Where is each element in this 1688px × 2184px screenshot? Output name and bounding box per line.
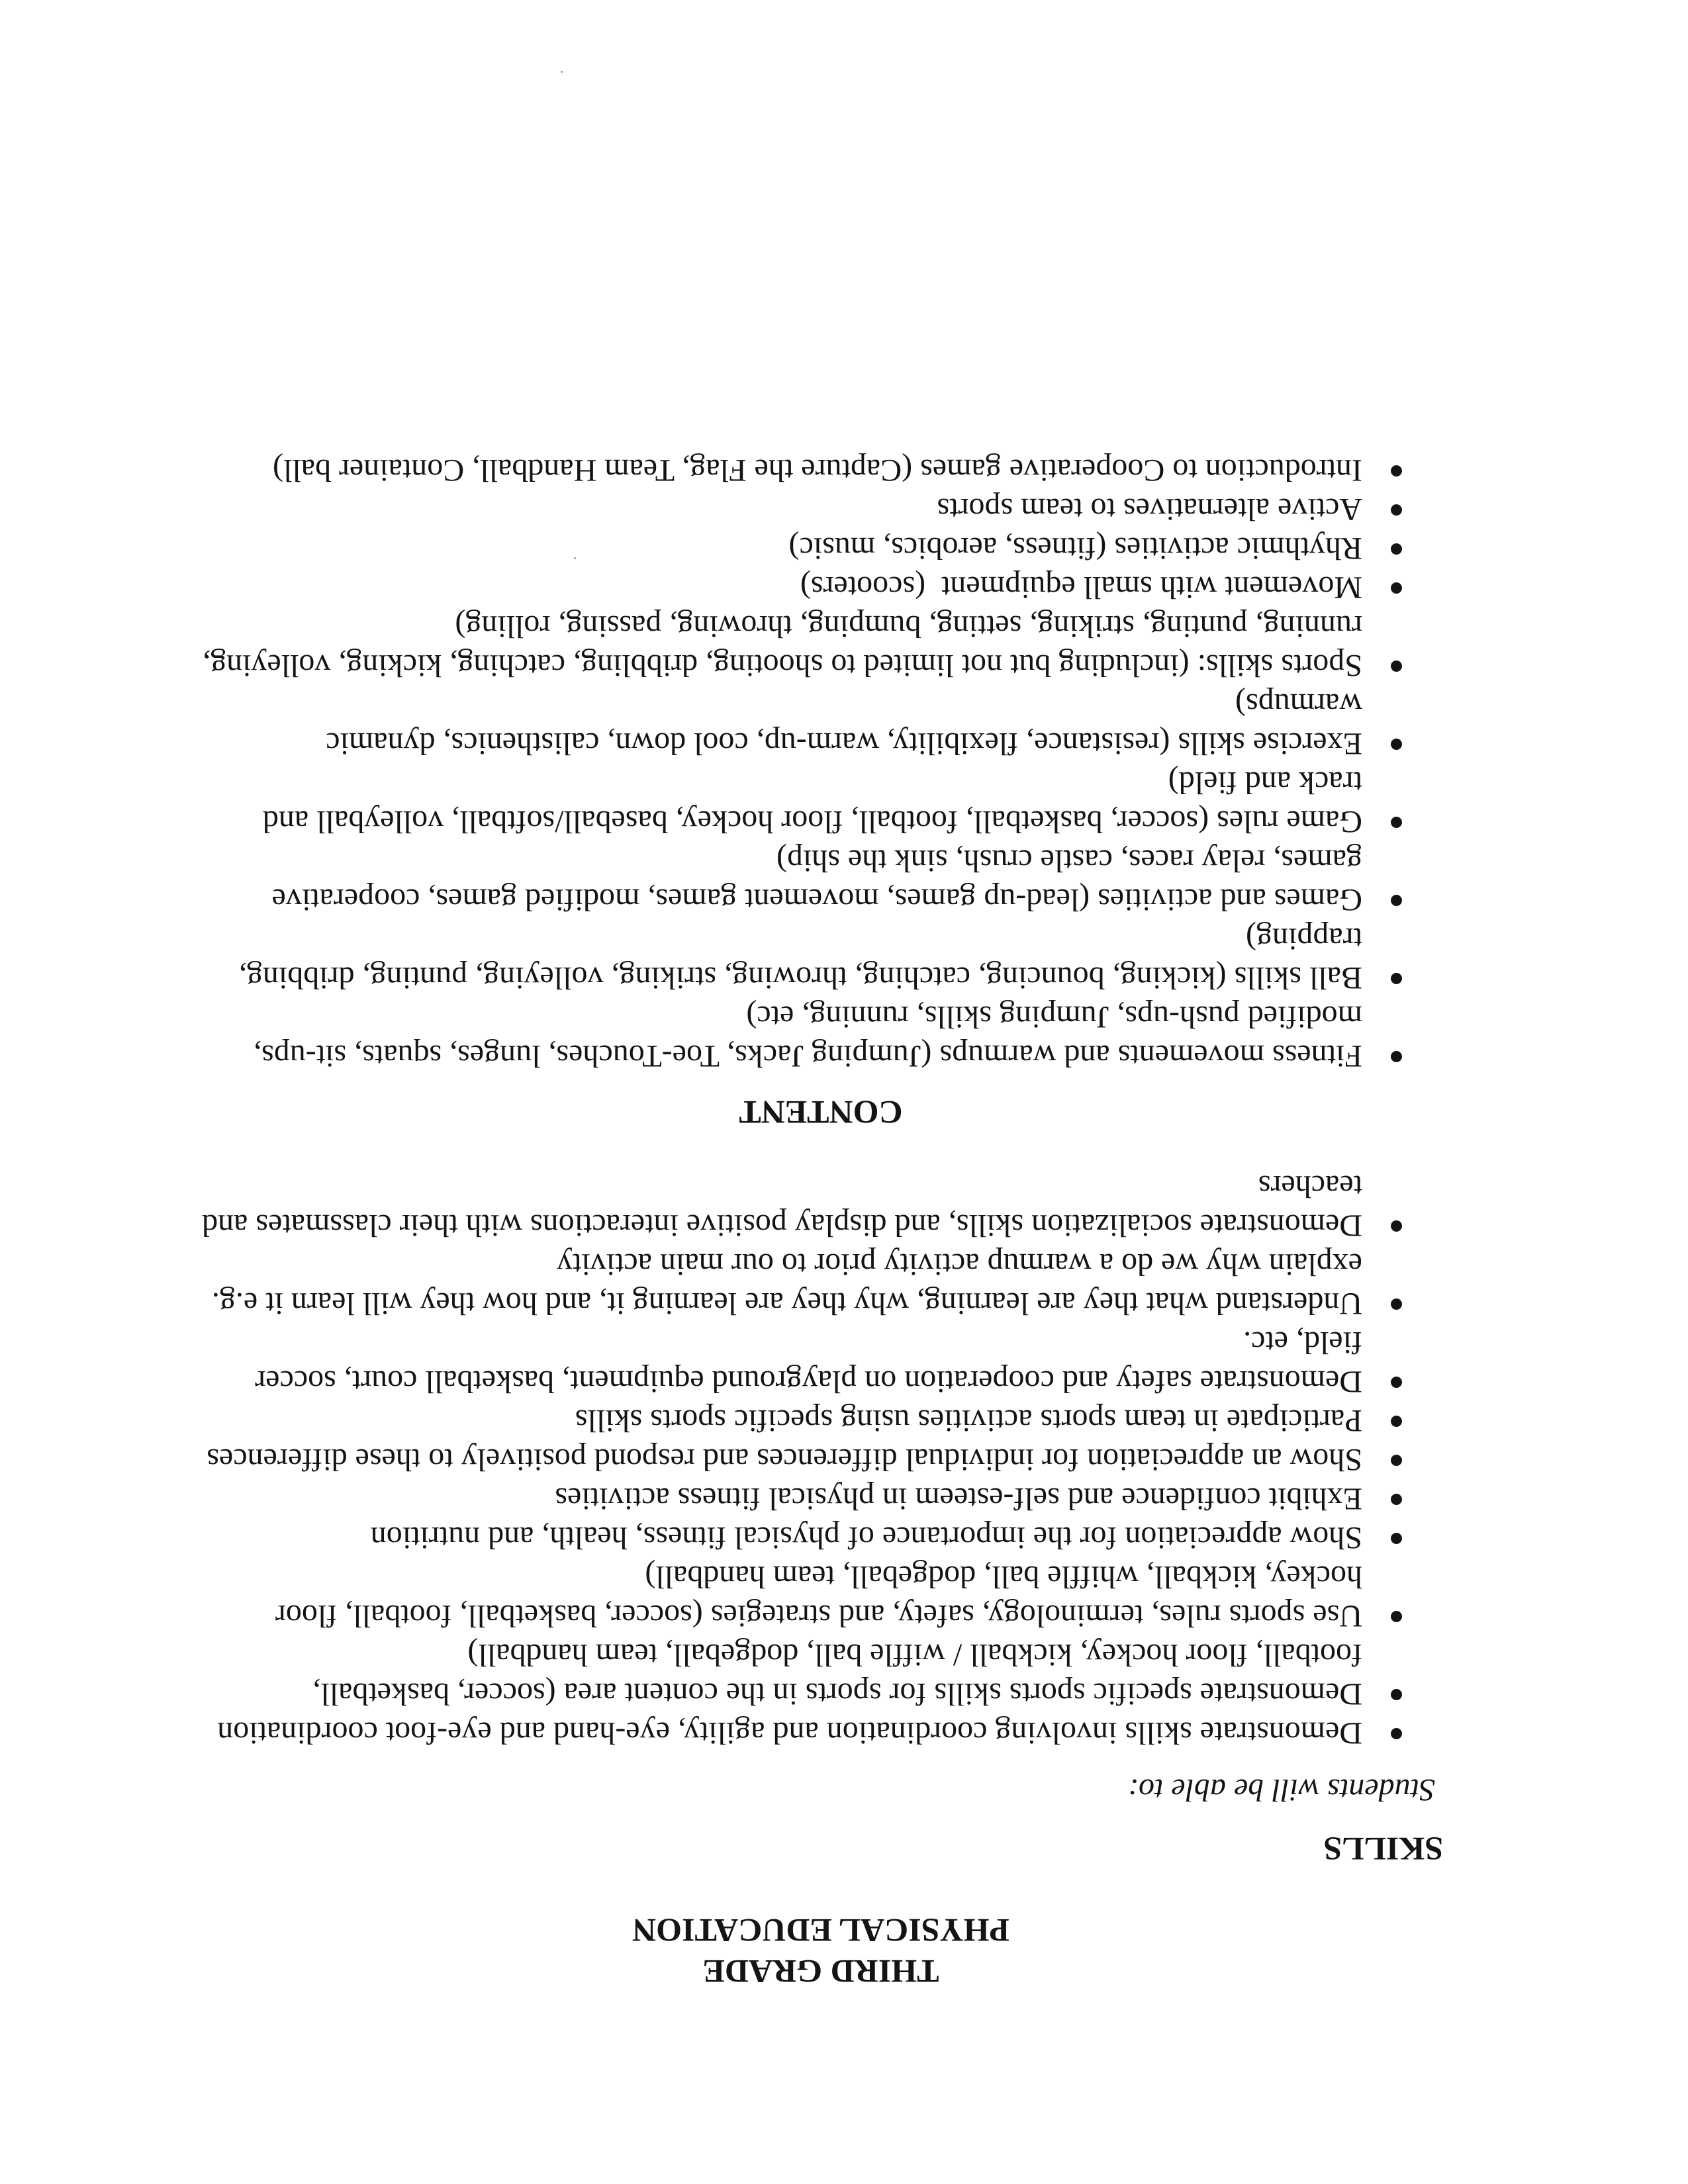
document-title	[199, 1910, 1443, 1992]
list-item-text: Demonstrate specific sports skills for sports in the content area (soccer, basketball, football, floor hockey, kickball / wiffle ball, dodgeball, team handball)	[312, 1637, 1362, 1711]
bullet-icon	[1391, 817, 1402, 828]
list-item	[199, 1323, 1443, 1401]
list-item	[199, 1518, 1443, 1557]
list-item	[199, 1401, 1443, 1440]
list-item-text: Game rules (soccer, basketball, football, floor hockey, baseball/softball, volleyball and track and field)	[262, 765, 1362, 839]
bullet-icon	[1391, 660, 1402, 672]
list-item	[199, 490, 1443, 529]
scan-speck	[574, 557, 576, 559]
bullet-icon	[1391, 465, 1402, 477]
title-line-1: THIRD GRADE	[702, 1953, 939, 1990]
bullet-icon	[1391, 1611, 1402, 1622]
bullet-icon	[1391, 1689, 1402, 1700]
list-item-text: Sports skills: (including but not limited to shooting, dribbling, catching, kicking, volleying, running, punting, striking, setting, bumping, throwing, passing, rolling)	[203, 609, 1362, 683]
list-item	[199, 1167, 1443, 1245]
bullet-icon	[1391, 1416, 1402, 1427]
list-item	[199, 1557, 1443, 1635]
bullet-icon	[1391, 1298, 1402, 1310]
bullet-icon	[1391, 1533, 1402, 1544]
list-item-text: Ball skills (kicking, bouncing, catching, throwing, striking, volleying, punting, dribbing, trapping)	[238, 921, 1362, 995]
bullet-icon	[1391, 1728, 1402, 1739]
list-item	[199, 1245, 1443, 1323]
skills-intro: Students will be able to:	[1128, 1772, 1435, 1807]
list-item	[199, 1440, 1443, 1479]
scan-speck	[561, 71, 563, 73]
bullet-icon	[1391, 739, 1402, 750]
list-item-text: Understand what they are learning, why they are learning it, and how they will learn it e.g. explain why we do a warmup activity prior to our main activity	[211, 1247, 1362, 1321]
document-body	[199, 451, 1443, 1992]
bullet-icon	[1391, 543, 1402, 555]
bullet-icon	[1391, 895, 1402, 906]
bullet-icon	[1391, 1455, 1402, 1466]
content-list	[199, 451, 1443, 1075]
bullet-icon	[1391, 1220, 1402, 1232]
list-item-text: Demonstrate safety and cooperation on playground equipment, basketball court, soccer field, etc.	[255, 1325, 1362, 1399]
skills-list	[199, 1167, 1443, 1752]
bullet-icon	[1391, 1051, 1402, 1062]
list-item-text: Rhythmic activities (fitness, aerobics, music)	[788, 531, 1362, 566]
bullet-icon	[1391, 1377, 1402, 1388]
list-item-text: Active alternatives to team sports	[937, 492, 1362, 527]
list-item-text: Games and activities (lead-up games, movement games, modified games, cooperative games, relay races, castle crush, sink the ship)	[271, 843, 1362, 917]
list-item-text: Demonstrate skills involving coordination and agility, eye-hand and eye-foot coordination	[217, 1715, 1362, 1751]
list-item-text: Exercise skills (resistance, flexibility, warm-up, cool down, calisthenics, dynamic warmups)	[326, 687, 1362, 761]
list-item	[199, 1713, 1443, 1752]
list-item	[199, 763, 1443, 841]
list-item-text: Show appreciation for the importance of physical fitness, health, and nutrition	[370, 1520, 1362, 1555]
list-item-text: Show an appreciation for individual differences and respond positively to these differences	[207, 1442, 1362, 1477]
list-item	[199, 1635, 1443, 1713]
list-item-text: Use sports rules, terminology, safety, and strategies (soccer, basketball, football, floor hockey, kickball, whiffle ball, dodgeball, team handball)	[275, 1559, 1362, 1633]
list-item-text: Participate in team sports activities using specific sports skills	[575, 1403, 1362, 1438]
skills-heading: SKILLS	[1323, 1831, 1443, 1868]
list-item	[199, 919, 1443, 997]
bullet-icon	[1391, 973, 1402, 984]
list-item-text: Introduction to Cooperative games (Capture the Flag, Team Handball, Container ball)	[273, 453, 1362, 488]
title-line-2: PHYSICAL EDUCATION	[632, 1912, 1009, 1949]
list-item	[199, 607, 1443, 685]
list-item	[199, 841, 1443, 919]
content-heading: CONTENT	[739, 1094, 903, 1131]
list-item-text: Demonstrate socialization skills, and display positive interactions with their classmates and teachers	[202, 1169, 1362, 1243]
bullet-icon	[1391, 582, 1402, 594]
bullet-icon	[1391, 504, 1402, 516]
list-item	[199, 529, 1443, 568]
list-item	[199, 1479, 1443, 1518]
list-item-text: Exhibit confidence and self-esteem in physical fitness activities	[555, 1481, 1362, 1516]
list-item-text: Fitness movements and warmups (Jumping Jacks, Toe-Touches, lunges, squats, sit-ups, modified push-ups, Jumping skills, running, etc)	[254, 999, 1362, 1073]
list-item	[199, 997, 1443, 1075]
list-item	[199, 451, 1443, 490]
list-item	[199, 568, 1443, 607]
list-item-text: Movement with small equipment (scooters)	[800, 570, 1362, 605]
list-item	[199, 685, 1443, 763]
bullet-icon	[1391, 1494, 1402, 1505]
